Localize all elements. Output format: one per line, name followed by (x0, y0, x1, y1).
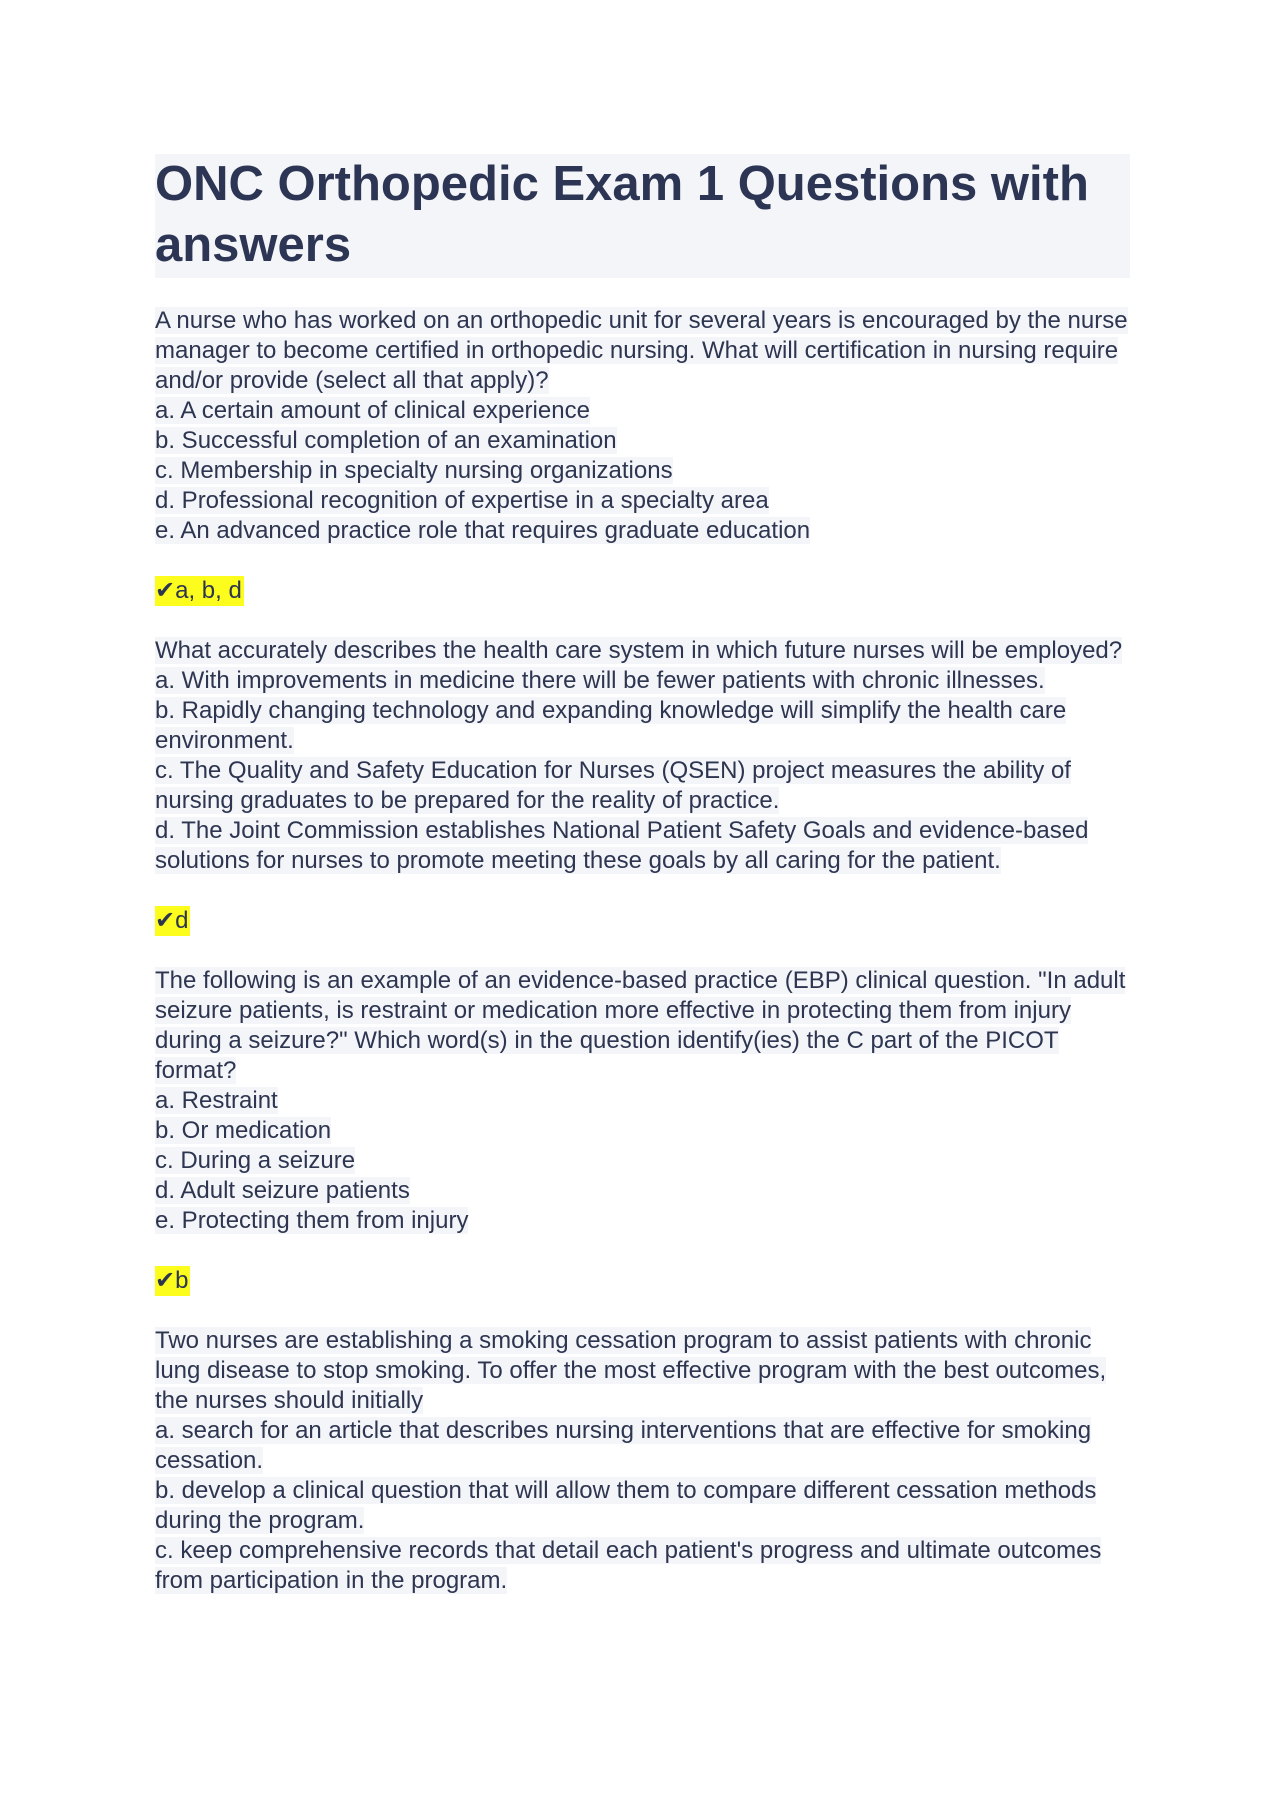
answer-option: a. Restraint (155, 1087, 278, 1114)
correct-answer-highlight: ✔a, b, d (155, 577, 242, 604)
answer-option: e. Protecting them from injury (155, 1207, 469, 1234)
question-block (155, 966, 1130, 1236)
answer-option: e. An advanced practice role that requires graduate education (155, 517, 811, 544)
answer-option: b. Successful completion of an examination (155, 427, 617, 454)
answer-option: a. search for an article that describes nursing interventions that are effective for smoking cessation. (155, 1417, 1092, 1474)
question-block (155, 306, 1130, 546)
question-stem: The following is an example of an evidence-based practice (EBP) clinical question. "In adult seizure patients, is restraint or medication more effective in protecting them from injury during a seizure?" Which word(s) in the question identify(ies) the C part of the PICOT format? (155, 967, 1126, 1084)
answer-option: b. Rapidly changing technology and expanding knowledge will simplify the health care environment. (155, 697, 1067, 754)
answer-option: c. keep comprehensive records that detail each patient's progress and ultimate outcomes from participation in the program. (155, 1537, 1102, 1594)
question-stem: Two nurses are establishing a smoking cessation program to assist patients with chronic lung disease to stop smoking. To offer the most effective program with the best outcomes, the nurses should initially (155, 1327, 1107, 1414)
answer-key (155, 906, 1130, 936)
answer-option: c. The Quality and Safety Education for Nurses (QSEN) project measures the ability of nursing graduates to be prepared for the reality of practice. (155, 757, 1071, 814)
question-stem: What accurately describes the health care system in which future nurses will be employed? (155, 637, 1123, 664)
document-page (155, 154, 1130, 1596)
answer-option: a. With improvements in medicine there will be fewer patients with chronic illnesses. (155, 667, 1045, 694)
answer-key (155, 1266, 1130, 1296)
page-title: ONC Orthopedic Exam 1 Questions with answers (155, 157, 1089, 272)
answer-option: b. develop a clinical question that will allow them to compare different cessation methods during the program. (155, 1477, 1097, 1534)
answer-option: c. During a seizure (155, 1147, 356, 1174)
question-stem: A nurse who has worked on an orthopedic unit for several years is encouraged by the nurse manager to become certified in orthopedic nursing. What will certification in nursing require and/or provide (select all that apply)? (155, 307, 1128, 394)
answer-option: d. Professional recognition of expertise in a specialty area (155, 487, 769, 514)
question-block (155, 1326, 1130, 1596)
answer-option: c. Membership in specialty nursing organizations (155, 457, 673, 484)
correct-answer-highlight: ✔d (155, 907, 189, 934)
title-block (155, 154, 1130, 278)
answer-key (155, 576, 1130, 606)
answer-option: a. A certain amount of clinical experience (155, 397, 590, 424)
question-block (155, 636, 1130, 876)
answer-option: b. Or medication (155, 1117, 332, 1144)
answer-option: d. Adult seizure patients (155, 1177, 410, 1204)
correct-answer-highlight: ✔b (155, 1267, 189, 1294)
document-body (155, 306, 1130, 1596)
answer-option: d. The Joint Commission establishes National Patient Safety Goals and evidence-based solutions for nurses to promote meeting these goals by all caring for the patient. (155, 817, 1089, 874)
